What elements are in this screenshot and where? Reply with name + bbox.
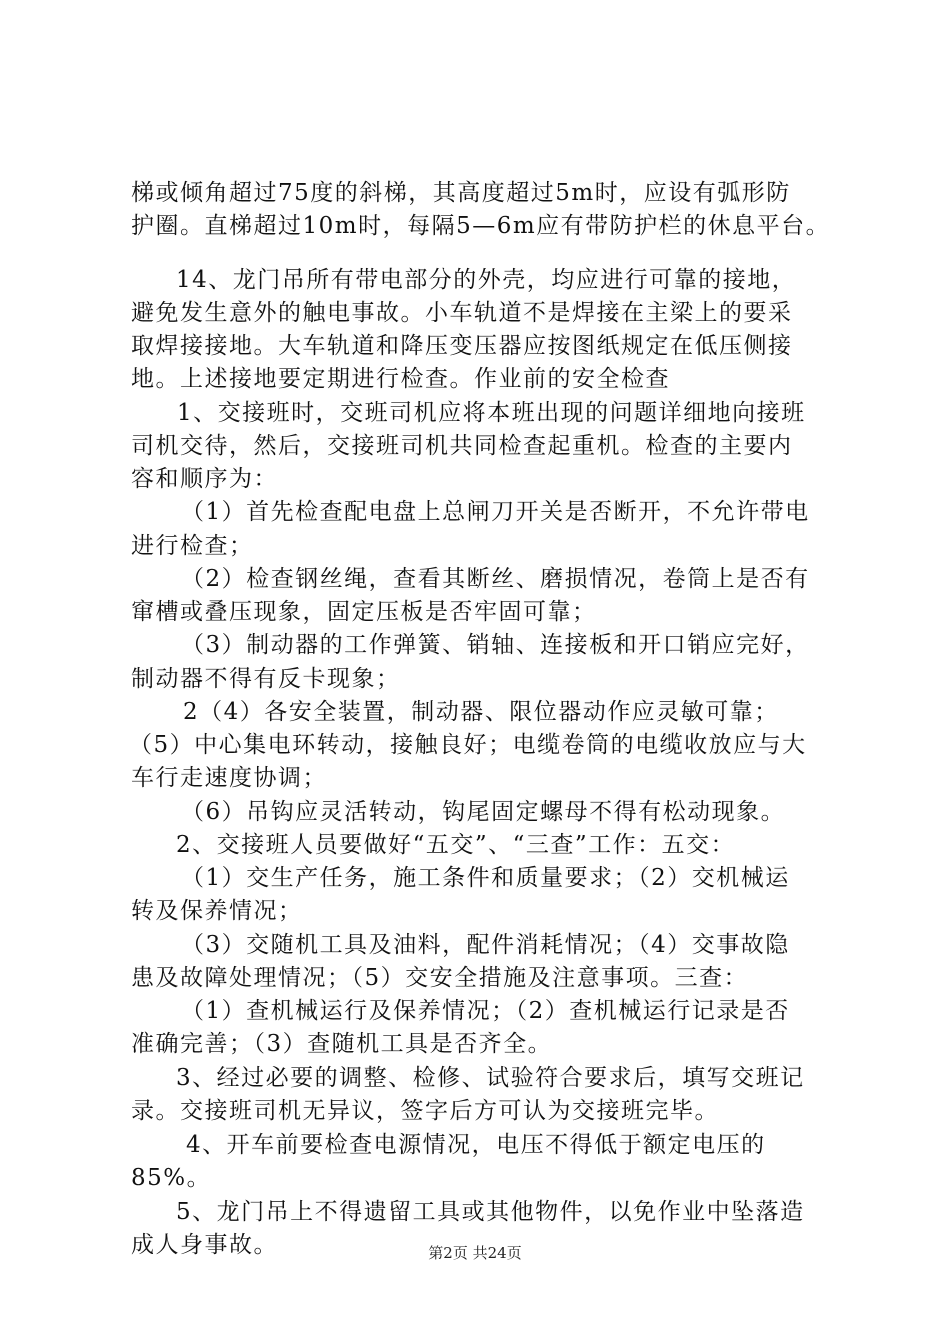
text-line: 窜槽或叠压现象，固定压板是否牢固可靠；: [131, 599, 597, 625]
text-line: 4、开车前要检查电源情况，电压不得低于额定电压的: [186, 1132, 766, 1158]
text-line: 取焊接接地。大车轨道和降压变压器应按图纸规定在低压侧接: [131, 333, 793, 359]
text-line: （1）首先检查配电盘上总闸刀开关是否断开，不允许带电: [181, 499, 810, 525]
text-line: 护圈。直梯超过10m时，每隔5—6m应有带防护栏的休息平台。: [131, 213, 831, 239]
text-line: 地。上述接地要定期进行检查。作业前的安全检查: [131, 366, 670, 392]
text-line: 5、龙门吊上不得遗留工具或其他物件，以免作业中坠落造: [176, 1199, 805, 1225]
text-line: （3）交随机工具及油料，配件消耗情况；（4）交事故隐: [181, 932, 790, 958]
text-line: 患及故障处理情况；（5）交安全措施及注意事项。三查：: [131, 965, 749, 991]
text-line: 85%。: [131, 1165, 212, 1191]
text-line: 避免发生意外的触电事故。小车轨道不是焊接在主梁上的要采: [131, 300, 793, 326]
text-line: 梯或倾角超过75度的斜梯，其高度超过5m时，应设有弧形防: [131, 180, 791, 206]
text-line: 车行走速度协调；: [131, 765, 327, 791]
text-line: 转及保养情况；: [131, 898, 303, 924]
text-line: 司机交待，然后，交接班司机共同检查起重机。检查的主要内: [131, 433, 793, 459]
text-line: 录。交接班司机无异议，签字后方可认为交接班完毕。: [131, 1098, 719, 1124]
text-line: （5）中心集电环转动，接触良好；电缆卷筒的电缆收放应与大: [129, 732, 807, 758]
text-line: （1）查机械运行及保养情况；（2）查机械运行记录是否: [181, 998, 790, 1024]
text-line: （1）交生产任务，施工条件和质量要求；（2）交机械运: [181, 865, 790, 891]
text-line: 制动器不得有反卡现象；: [131, 666, 401, 692]
text-line: （3）制动器的工作弹簧、销轴、连接板和开口销应完好，: [181, 632, 810, 658]
text-line: 14、龙门吊所有带电部分的外壳，均应进行可靠的接地，: [176, 267, 797, 293]
page-number: 第2页 共24页: [428, 1244, 522, 1262]
text-line: 1、交接班时，交班司机应将本班出现的问题详细地向接班: [177, 400, 806, 426]
text-line: 成人身事故。: [131, 1232, 278, 1258]
text-line: 2（4）各安全装置，制动器、限位器动作应灵敏可靠；: [183, 699, 779, 725]
text-line: 容和顺序为：: [131, 466, 278, 492]
text-line: 2、交接班人员要做好“五交”、“三查”工作：五交：: [176, 832, 736, 858]
text-line: （6）吊钩应灵活转动，钩尾固定螺母不得有松动现象。: [181, 799, 786, 825]
text-line: （2）检查钢丝绳，查看其断丝、磨损情况，卷筒上是否有: [181, 566, 810, 592]
text-line: 进行检查；: [131, 533, 254, 559]
text-line: 3、经过必要的调整、检修、试验符合要求后，填写交班记: [176, 1065, 805, 1091]
text-line: 准确完善；（3）查随机工具是否齐全。: [131, 1031, 553, 1057]
